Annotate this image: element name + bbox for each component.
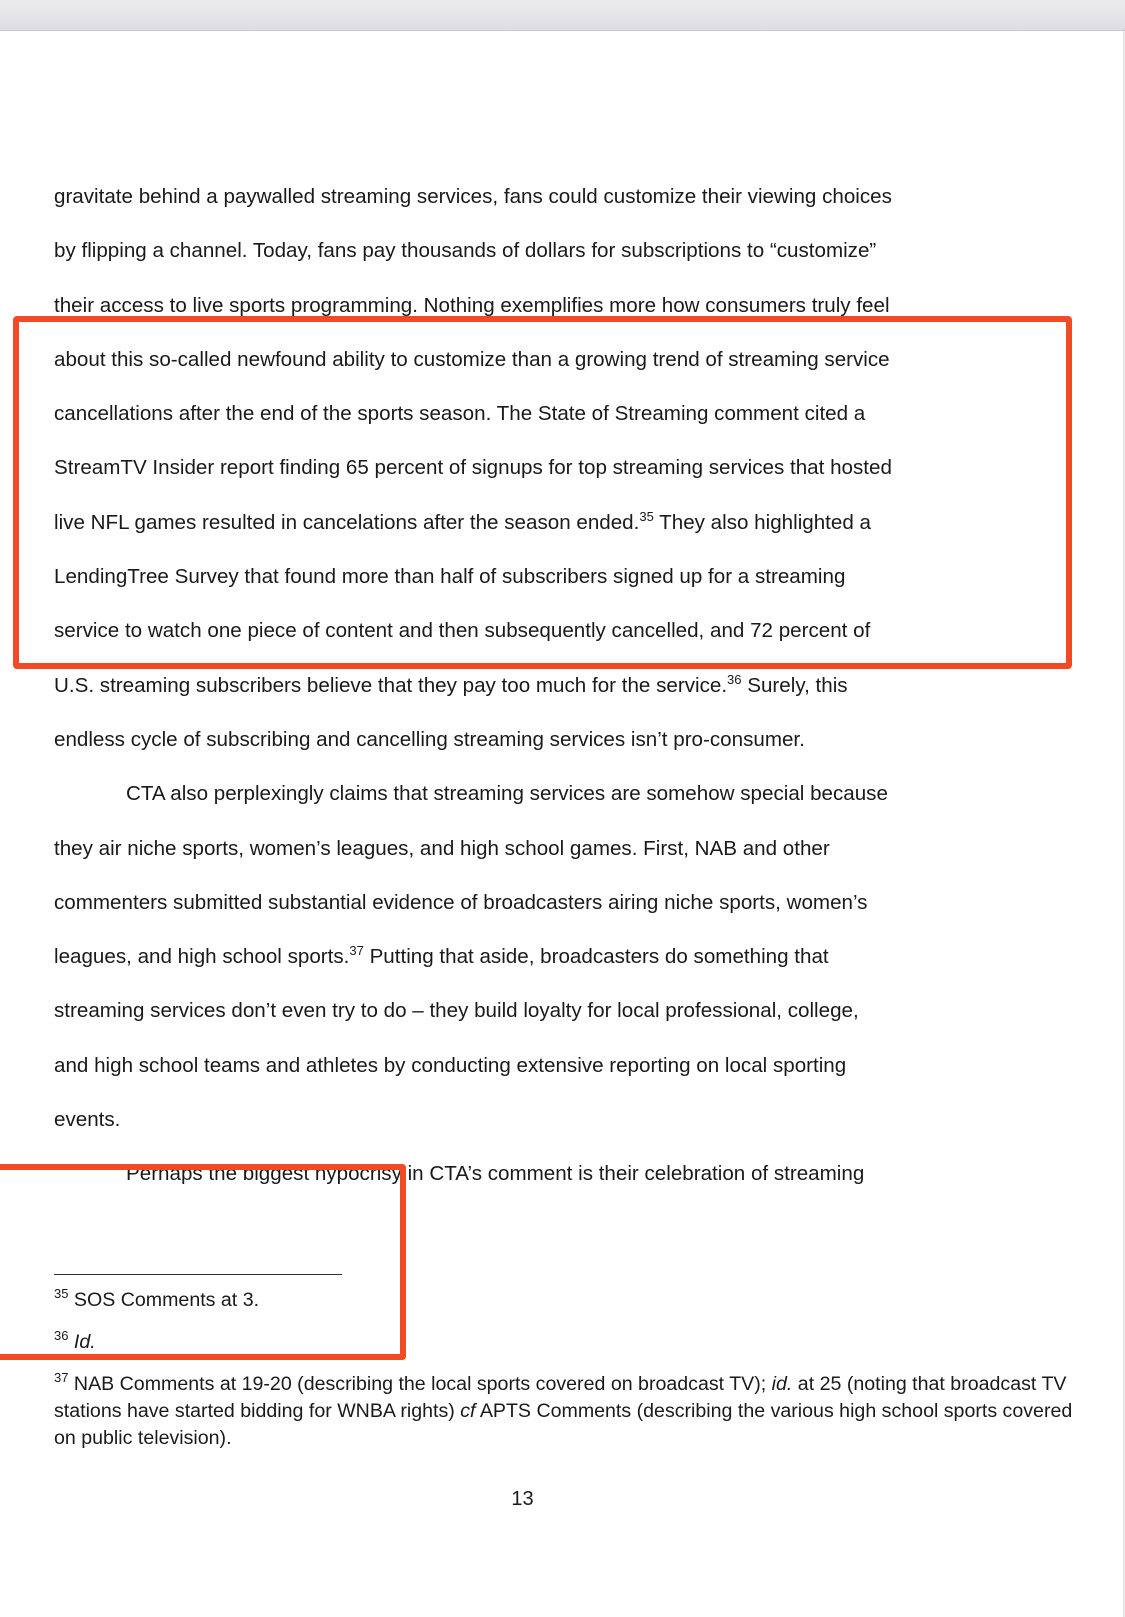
line-text: leagues, and high school sports.	[54, 945, 350, 969]
body-line: commenters submitted substantial evidence of broadcasters airing niche sports, women’s	[54, 890, 868, 914]
body-line: they air niche sports, women’s leagues, and high school games. First, NAB and other	[54, 836, 830, 860]
line-text: Surely, this	[741, 673, 848, 697]
footnote-citation: cf	[460, 1400, 476, 1422]
body-line: gravitate behind a paywalled streaming services, fans could customize their viewing choices	[54, 185, 892, 208]
footnote-ref-35[interactable]: 35	[639, 508, 654, 524]
body-line: their access to live sports programming. Nothing exemplifies more how consumers truly feel	[54, 293, 890, 317]
footnote-number: 36	[54, 1328, 69, 1344]
body-line: streaming services don’t even try to do – they build loyalty for local professional, college,	[54, 999, 859, 1023]
body-line: Perhaps the biggest hypocrisy in CTA’s comment is their celebration of streaming	[126, 1162, 865, 1186]
line-text: They also highlighted a	[653, 510, 871, 534]
line-text: live NFL games resulted in cancelations after the season ended.	[54, 510, 640, 534]
line-text: U.S. streaming subscribers believe that they pay too much for the service.	[54, 673, 728, 697]
body-line: events.	[54, 1108, 121, 1132]
footnote-number: 37	[54, 1370, 69, 1386]
footnote-separator	[54, 1274, 342, 1275]
body-line: and high school teams and athletes by conducting extensive reporting on local sporting	[54, 1053, 847, 1077]
body-line: cancellations after the end of the sports season. The State of Streaming comment cited a	[54, 402, 866, 426]
body-text	[54, 170, 1054, 1202]
footnote-text: at 25 (noting that broadcast TV stations have started bidding for WNBA rights)	[54, 1373, 1067, 1422]
body-line: by flipping a channel. Today, fans pay thousands of dollars for subscriptions to “customize”	[54, 239, 877, 263]
viewer-toolbar	[0, 0, 1125, 31]
body-line: service to watch one piece of content and then subsequently cancelled, and 72 percent of	[54, 619, 871, 643]
footnote-text: Id.	[73, 1331, 96, 1353]
footnote-35	[54, 1287, 1074, 1314]
footnote-37	[54, 1371, 1074, 1452]
body-line: endless cycle of subscribing and cancelling streaming services isn’t pro-consumer.	[54, 727, 805, 751]
body-line: StreamTV Insider report finding 65 percent of signups for top streaming services that hosted	[54, 456, 892, 480]
footnotes	[54, 1287, 1074, 1452]
footnote-ref-37[interactable]: 37	[349, 943, 364, 959]
body-line	[54, 930, 1054, 984]
footnote-text: SOS Comments at 3.	[73, 1289, 260, 1311]
body-line: CTA also perplexingly claims that streaming services are somehow special because	[126, 782, 888, 806]
body-line: about this so-called newfound ability to customize than a growing trend of streaming service	[54, 347, 890, 371]
footnote-text: NAB Comments at 19-20 (describing the local sports covered on broadcast TV);	[73, 1373, 772, 1395]
footnote-ref-36[interactable]: 36	[727, 671, 742, 687]
body-line	[54, 659, 1054, 713]
footnote-number: 35	[54, 1286, 69, 1302]
body-line	[54, 496, 1054, 550]
footnote-text: APTS Comments (describing the various high school sports covered on public television).	[54, 1400, 1073, 1449]
page-number: 13	[511, 1488, 534, 1510]
body-line: LendingTree Survey that found more than half of subscribers signed up for a streaming	[54, 565, 846, 589]
footnote-36	[54, 1329, 1074, 1356]
footnote-citation: id.	[771, 1373, 793, 1395]
line-text: Putting that aside, broadcasters do something that	[363, 945, 829, 969]
